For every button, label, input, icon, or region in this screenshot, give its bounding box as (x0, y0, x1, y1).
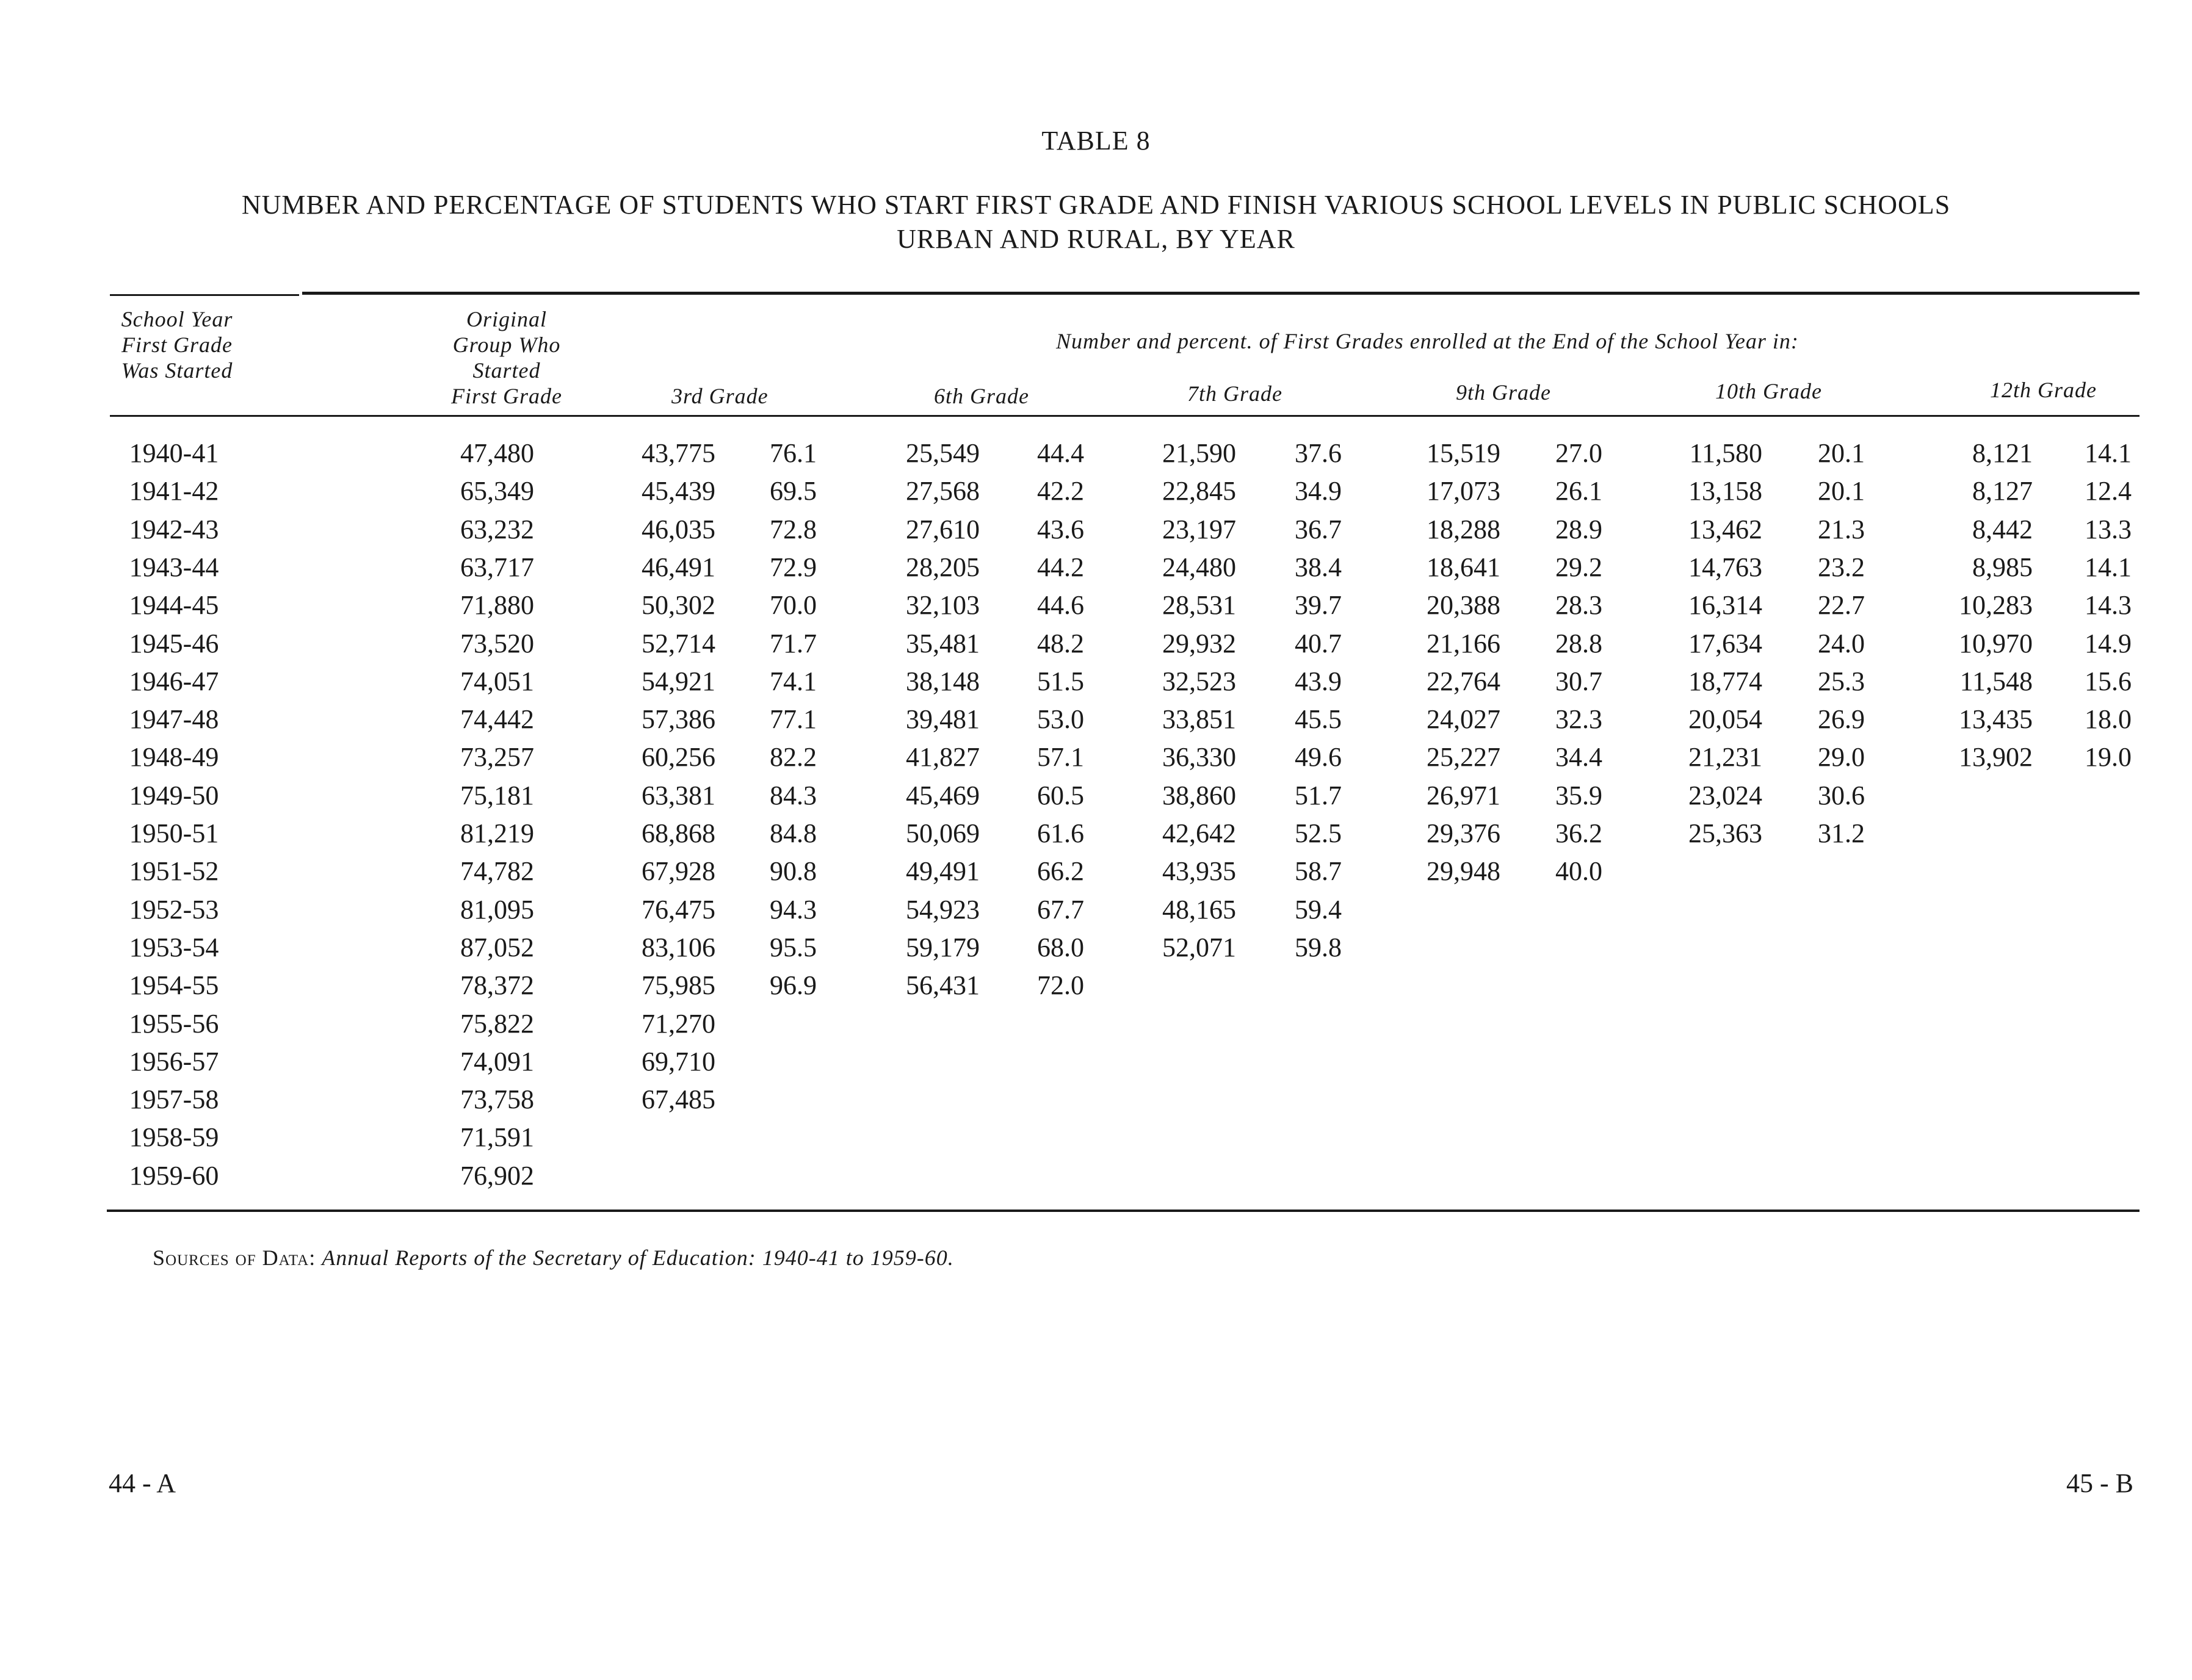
header-school-year-line: Was Started (121, 358, 233, 383)
cell-number: 18,288 (1427, 514, 1500, 544)
cell-number: 60,256 (642, 742, 715, 772)
cell-number: 13,462 (1688, 514, 1762, 544)
cell-percent: 44.6 (1037, 590, 1084, 620)
cell-percent: 94.3 (770, 895, 817, 925)
cell-number: 75,985 (642, 970, 715, 1000)
cell-percent: 15.6 (2085, 666, 2132, 696)
cell-percent: 82.2 (770, 742, 817, 772)
row-school-year: 1946-47 (129, 666, 219, 696)
cell-percent: 30.7 (1555, 666, 1602, 696)
cell-percent: 44.4 (1037, 438, 1084, 468)
cell-percent: 84.3 (770, 781, 817, 810)
cell-number: 17,073 (1427, 476, 1500, 506)
cell-number: 49,491 (906, 856, 980, 886)
row-original-group: 71,591 (460, 1122, 534, 1152)
cell-number: 14,763 (1688, 552, 1762, 582)
row-original-group: 73,257 (460, 742, 534, 772)
cell-percent: 14.3 (2085, 590, 2132, 620)
cell-percent: 18.0 (2085, 704, 2132, 734)
cell-percent: 23.2 (1818, 552, 1865, 582)
header-school-year-line: First Grade (121, 333, 233, 357)
cell-percent: 14.1 (2085, 438, 2132, 468)
cell-percent: 96.9 (770, 970, 817, 1000)
cell-percent: 28.9 (1555, 514, 1602, 544)
row-school-year: 1958-59 (129, 1122, 219, 1152)
cell-percent: 58.7 (1295, 856, 1342, 886)
cell-percent: 90.8 (770, 856, 817, 886)
header-original-group-line: Started (472, 358, 541, 383)
cell-number: 11,548 (1959, 666, 2033, 696)
cell-percent: 51.7 (1295, 781, 1342, 810)
cell-percent: 21.3 (1818, 514, 1865, 544)
cell-percent: 95.5 (770, 932, 817, 962)
row-school-year: 1952-53 (129, 895, 219, 925)
cell-percent: 52.5 (1295, 818, 1342, 848)
header-school-year (110, 306, 244, 383)
cell-number: 43,935 (1162, 856, 1236, 886)
cell-percent: 40.0 (1555, 856, 1602, 886)
cell-number: 57,386 (642, 704, 715, 734)
cell-number: 36,330 (1162, 742, 1236, 772)
cell-number: 13,158 (1688, 476, 1762, 506)
table-number: TABLE 8 (1041, 126, 1151, 156)
cell-number: 17,634 (1688, 629, 1762, 658)
row-original-group: 87,052 (460, 932, 534, 962)
cell-number: 23,024 (1688, 781, 1762, 810)
cell-percent: 43.9 (1295, 666, 1342, 696)
cell-percent: 49.6 (1295, 742, 1342, 772)
cell-percent: 19.0 (2085, 742, 2132, 772)
row-school-year: 1957-58 (129, 1084, 219, 1114)
row-original-group: 81,219 (460, 818, 534, 848)
cell-number: 13,435 (1959, 704, 2033, 734)
cell-number: 42,642 (1162, 818, 1236, 848)
header-grade-7th: 7th Grade (1187, 381, 1282, 406)
cell-percent: 84.8 (770, 818, 817, 848)
cell-percent: 29.2 (1555, 552, 1602, 582)
row-original-group: 63,717 (460, 552, 534, 582)
cell-number: 63,381 (642, 781, 715, 810)
cell-percent: 68.0 (1037, 932, 1084, 962)
cell-number: 45,469 (906, 781, 980, 810)
row-original-group: 75,822 (460, 1009, 534, 1039)
cell-percent: 14.1 (2085, 552, 2132, 582)
cell-number: 29,376 (1427, 818, 1500, 848)
cell-percent: 30.6 (1818, 781, 1865, 810)
cell-percent: 61.6 (1037, 818, 1084, 848)
cell-percent: 25.3 (1818, 666, 1865, 696)
row-original-group: 78,372 (460, 970, 534, 1000)
cell-number: 67,485 (642, 1084, 715, 1114)
row-school-year: 1943-44 (129, 552, 219, 582)
cell-percent: 43.6 (1037, 514, 1084, 544)
cell-percent: 67.7 (1037, 895, 1084, 925)
cell-percent: 26.9 (1818, 704, 1865, 734)
header-grade-9th: 9th Grade (1456, 380, 1551, 405)
cell-percent: 12.4 (2085, 476, 2132, 506)
cell-number: 38,148 (906, 666, 980, 696)
row-original-group: 73,758 (460, 1084, 534, 1114)
cell-percent: 27.0 (1555, 438, 1602, 468)
row-original-group: 74,091 (460, 1047, 534, 1076)
row-school-year: 1950-51 (129, 818, 219, 848)
cell-percent: 28.3 (1555, 590, 1602, 620)
cell-percent: 53.0 (1037, 704, 1084, 734)
top-rule-left (110, 294, 299, 296)
cell-percent: 22.7 (1818, 590, 1865, 620)
cell-percent: 77.1 (770, 704, 817, 734)
cell-percent: 20.1 (1818, 438, 1865, 468)
cell-number: 24,027 (1427, 704, 1500, 734)
row-school-year: 1955-56 (129, 1009, 219, 1039)
cell-percent: 24.0 (1818, 629, 1865, 658)
page-number-left: 44 - A (109, 1468, 176, 1498)
cell-number: 29,948 (1427, 856, 1500, 886)
cell-number: 27,568 (906, 476, 980, 506)
cell-percent: 51.5 (1037, 666, 1084, 696)
cell-number: 45,439 (642, 476, 715, 506)
cell-percent: 66.2 (1037, 856, 1084, 886)
page-number-right: 45 - B (2066, 1468, 2133, 1498)
cell-number: 18,774 (1688, 666, 1762, 696)
cell-number: 46,035 (642, 514, 715, 544)
cell-number: 28,205 (906, 552, 980, 582)
cell-number: 69,710 (642, 1047, 715, 1076)
cell-number: 29,932 (1162, 629, 1236, 658)
cell-number: 32,523 (1162, 666, 1236, 696)
cell-percent: 35.9 (1555, 781, 1602, 810)
bottom-rule (107, 1210, 2140, 1212)
cell-number: 56,431 (906, 970, 980, 1000)
cell-percent: 76.1 (770, 438, 817, 468)
header-rule (110, 415, 2140, 417)
cell-number: 25,227 (1427, 742, 1500, 772)
cell-percent: 36.2 (1555, 818, 1602, 848)
cell-number: 21,166 (1427, 629, 1500, 658)
row-school-year: 1953-54 (129, 932, 219, 962)
cell-percent: 36.7 (1295, 514, 1342, 544)
row-school-year: 1942-43 (129, 514, 219, 544)
cell-number: 24,480 (1162, 552, 1236, 582)
cell-number: 27,610 (906, 514, 980, 544)
cell-percent: 34.4 (1555, 742, 1602, 772)
row-original-group: 74,782 (460, 856, 534, 886)
cell-number: 50,069 (906, 818, 980, 848)
cell-percent: 70.0 (770, 590, 817, 620)
header-grade-6th: 6th Grade (934, 384, 1029, 408)
row-school-year: 1944-45 (129, 590, 219, 620)
row-school-year: 1956-57 (129, 1047, 219, 1076)
cell-percent: 39.7 (1295, 590, 1342, 620)
cell-percent: 57.1 (1037, 742, 1084, 772)
cell-number: 39,481 (906, 704, 980, 734)
cell-number: 8,442 (1972, 514, 2033, 544)
cell-percent: 34.9 (1295, 476, 1342, 506)
cell-percent: 72.9 (770, 552, 817, 582)
cell-percent: 72.8 (770, 514, 817, 544)
row-original-group: 81,095 (460, 895, 534, 925)
row-school-year: 1951-52 (129, 856, 219, 886)
cell-number: 26,971 (1427, 781, 1500, 810)
cell-percent: 13.3 (2085, 514, 2132, 544)
cell-percent: 32.3 (1555, 704, 1602, 734)
cell-number: 54,923 (906, 895, 980, 925)
cell-number: 71,270 (642, 1009, 715, 1039)
cell-percent: 72.0 (1037, 970, 1084, 1000)
cell-percent: 59.4 (1295, 895, 1342, 925)
header-school-year-line: School Year (121, 307, 233, 331)
cell-number: 35,481 (906, 629, 980, 658)
header-original-group (427, 306, 586, 409)
row-original-group: 73,520 (460, 629, 534, 658)
table-title-line-1: NUMBER AND PERCENTAGE OF STUDENTS WHO START FIRST GRADE AND FINISH VARIOUS SCHOOL LEVELS IN PUBLIC SCHOOLS (241, 190, 1951, 220)
row-school-year: 1948-49 (129, 742, 219, 772)
cell-number: 52,071 (1162, 932, 1236, 962)
row-school-year: 1949-50 (129, 781, 219, 810)
cell-percent: 37.6 (1295, 438, 1342, 468)
cell-percent: 28.8 (1555, 629, 1602, 658)
cell-number: 43,775 (642, 438, 715, 468)
cell-number: 15,519 (1427, 438, 1500, 468)
cell-number: 67,928 (642, 856, 715, 886)
cell-number: 8,985 (1972, 552, 2033, 582)
cell-number: 18,641 (1427, 552, 1500, 582)
row-school-year: 1959-60 (129, 1161, 219, 1191)
top-rule (302, 292, 2140, 295)
row-original-group: 47,480 (460, 438, 534, 468)
row-school-year: 1940-41 (129, 438, 219, 468)
cell-number: 52,714 (642, 629, 715, 658)
sources-note (153, 1245, 954, 1271)
cell-number: 8,127 (1972, 476, 2033, 506)
cell-number: 21,590 (1162, 438, 1236, 468)
cell-number: 13,902 (1959, 742, 2033, 772)
row-original-group: 76,902 (460, 1161, 534, 1191)
row-original-group: 71,880 (460, 590, 534, 620)
row-original-group: 63,232 (460, 514, 534, 544)
cell-percent: 74.1 (770, 666, 817, 696)
sources-text: Annual Reports of the Secretary of Education: 1940-41 to 1959-60. (322, 1246, 954, 1270)
header-original-group-line: First Grade (451, 384, 562, 408)
row-original-group: 74,051 (460, 666, 534, 696)
sources-label: Sources of Data: (153, 1246, 316, 1270)
cell-number: 8,121 (1972, 438, 2033, 468)
cell-percent: 48.2 (1037, 629, 1084, 658)
header-grade-10th: 10th Grade (1715, 379, 1822, 403)
cell-number: 25,363 (1688, 818, 1762, 848)
table-title-line-2: URBAN AND RURAL, BY YEAR (897, 224, 1295, 254)
row-original-group: 65,349 (460, 476, 534, 506)
row-school-year: 1941-42 (129, 476, 219, 506)
header-grade-3rd: 3rd Grade (671, 384, 769, 408)
cell-number: 59,179 (906, 932, 980, 962)
cell-percent: 26.1 (1555, 476, 1602, 506)
cell-percent: 59.8 (1295, 932, 1342, 962)
cell-number: 32,103 (906, 590, 980, 620)
cell-number: 10,970 (1959, 629, 2033, 658)
cell-percent: 60.5 (1037, 781, 1084, 810)
header-grade-12th: 12th Grade (1990, 378, 2097, 402)
cell-number: 28,531 (1162, 590, 1236, 620)
row-original-group: 74,442 (460, 704, 534, 734)
cell-number: 16,314 (1688, 590, 1762, 620)
cell-number: 54,921 (642, 666, 715, 696)
row-school-year: 1945-46 (129, 629, 219, 658)
cell-percent: 42.2 (1037, 476, 1084, 506)
cell-percent: 71.7 (770, 629, 817, 658)
cell-percent: 69.5 (770, 476, 817, 506)
row-original-group: 75,181 (460, 781, 534, 810)
row-school-year: 1947-48 (129, 704, 219, 734)
cell-number: 38,860 (1162, 781, 1236, 810)
cell-number: 21,231 (1688, 742, 1762, 772)
cell-number: 25,549 (906, 438, 980, 468)
cell-number: 22,764 (1427, 666, 1500, 696)
cell-percent: 44.2 (1037, 552, 1084, 582)
row-school-year: 1954-55 (129, 970, 219, 1000)
cell-number: 76,475 (642, 895, 715, 925)
cell-number: 41,827 (906, 742, 980, 772)
cell-percent: 31.2 (1818, 818, 1865, 848)
header-original-group-line: Original (466, 307, 547, 331)
cell-number: 10,283 (1959, 590, 2033, 620)
cell-number: 33,851 (1162, 704, 1236, 734)
cell-percent: 20.1 (1818, 476, 1865, 506)
cell-percent: 45.5 (1295, 704, 1342, 734)
cell-number: 68,868 (642, 818, 715, 848)
cell-number: 22,845 (1162, 476, 1236, 506)
header-original-group-line: Group Who (452, 333, 561, 357)
cell-percent: 14.9 (2085, 629, 2132, 658)
cell-number: 20,388 (1427, 590, 1500, 620)
cell-number: 23,197 (1162, 514, 1236, 544)
cell-number: 83,106 (642, 932, 715, 962)
cell-number: 11,580 (1689, 438, 1762, 468)
cell-number: 20,054 (1688, 704, 1762, 734)
cell-number: 46,491 (642, 552, 715, 582)
cell-percent: 38.4 (1295, 552, 1342, 582)
cell-percent: 40.7 (1295, 629, 1342, 658)
cell-percent: 29.0 (1818, 742, 1865, 772)
cell-number: 50,302 (642, 590, 715, 620)
cell-number: 48,165 (1162, 895, 1236, 925)
header-spanner: Number and percent. of First Grades enrolled at the End of the School Year in: (1056, 329, 1799, 353)
